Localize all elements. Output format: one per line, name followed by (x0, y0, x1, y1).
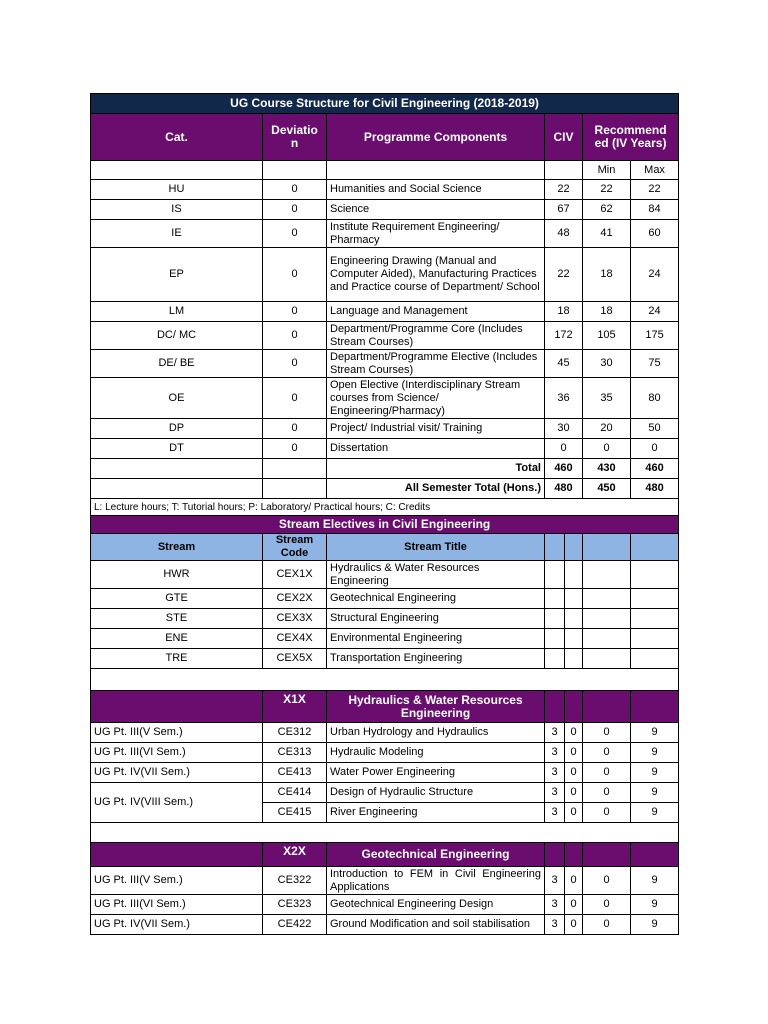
empty-cell (583, 691, 631, 723)
component-cell: Dissertation (327, 439, 545, 459)
min-cell: 20 (583, 419, 631, 439)
civ-cell: 45 (545, 350, 583, 378)
header-min: Min (583, 161, 631, 180)
min-cell: 18 (583, 302, 631, 322)
table-row (91, 867, 679, 895)
t-cell: 0 (565, 783, 583, 803)
course-code-cell: CE322 (263, 867, 327, 895)
empty-cell (91, 161, 263, 180)
p-cell: 0 (583, 763, 631, 783)
l-cell: 3 (545, 895, 565, 915)
civ-cell: 36 (545, 378, 583, 419)
all-total-max: 480 (631, 479, 679, 499)
semester-cell: UG Pt. III(V Sem.) (91, 867, 263, 895)
deviation-cell: 0 (263, 248, 327, 302)
c-cell: 9 (631, 783, 679, 803)
table-row (91, 200, 679, 220)
all-total-row (91, 479, 679, 499)
l-cell: 3 (545, 723, 565, 743)
cat-cell: DP (91, 419, 263, 439)
course-name-cell: Geotechnical Engineering Design (327, 895, 545, 915)
t-cell: 0 (565, 915, 583, 935)
min-cell: 22 (583, 180, 631, 200)
header-stream: Stream (91, 534, 263, 561)
course-code-cell: CE422 (263, 915, 327, 935)
deviation-cell: 0 (263, 302, 327, 322)
spacer-row (91, 823, 679, 843)
component-cell: Department/Programme Core (Includes Stream Courses) (327, 322, 545, 350)
table-row (91, 561, 679, 589)
table-row (91, 915, 679, 935)
course-name-cell: Design of Hydraulic Structure (327, 783, 545, 803)
min-cell: 18 (583, 248, 631, 302)
semester-cell: UG Pt. IV(VII Sem.) (91, 915, 263, 935)
table-row (91, 419, 679, 439)
t-cell: 0 (565, 867, 583, 895)
table-row (91, 723, 679, 743)
max-cell: 80 (631, 378, 679, 419)
component-cell: Project/ Industrial visit/ Training (327, 419, 545, 439)
c-cell: 9 (631, 743, 679, 763)
table-row (91, 180, 679, 200)
semester-cell: UG Pt. III(VI Sem.) (91, 895, 263, 915)
civ-cell: 172 (545, 322, 583, 350)
stream-code-cell: CEX2X (263, 589, 327, 609)
stream-cell: TRE (91, 649, 263, 669)
spacer-row (91, 669, 679, 691)
all-total-civ: 480 (545, 479, 583, 499)
table-row (91, 743, 679, 763)
x1x-title: Hydraulics & Water Resources Engineering (327, 691, 545, 723)
header-stream-title: Stream Title (327, 534, 545, 561)
x2x-title: Geotechnical Engineering (327, 843, 545, 867)
course-name-cell: River Engineering (327, 803, 545, 823)
civ-cell: 22 (545, 248, 583, 302)
course-name-cell: Urban Hydrology and Hydraulics (327, 723, 545, 743)
deviation-cell: 0 (263, 322, 327, 350)
t-cell: 0 (565, 763, 583, 783)
semester-cell: UG Pt. III(VI Sem.) (91, 743, 263, 763)
hours-note: L: Lecture hours; T: Tutorial hours; P: Laboratory/ Practical hours; C: Credits (91, 499, 679, 516)
p-cell: 0 (583, 867, 631, 895)
course-code-cell: CE313 (263, 743, 327, 763)
cat-cell: DT (91, 439, 263, 459)
stream-title-cell: Transportation Engineering (327, 649, 545, 669)
stream-code-cell: CEX1X (263, 561, 327, 589)
table-row (91, 783, 679, 803)
deviation-cell: 0 (263, 378, 327, 419)
course-name-cell: Hydraulic Modeling (327, 743, 545, 763)
min-cell: 0 (583, 439, 631, 459)
stream-title-cell: Environmental Engineering (327, 629, 545, 649)
stream-cell: STE (91, 609, 263, 629)
component-cell: Department/Programme Elective (Includes Stream Courses) (327, 350, 545, 378)
table-row (91, 649, 679, 669)
header-max: Max (631, 161, 679, 180)
header-stream-code: Stream Code (263, 534, 327, 561)
civ-cell: 22 (545, 180, 583, 200)
c-cell: 9 (631, 803, 679, 823)
table-row (91, 378, 679, 419)
empty-cell (91, 479, 263, 499)
empty-cell (583, 843, 631, 867)
header-cat: Cat. (91, 114, 263, 161)
empty-cell (545, 691, 565, 723)
table-row (91, 763, 679, 783)
deviation-cell: 0 (263, 439, 327, 459)
header-deviation: Deviatio n (263, 114, 327, 161)
t-cell: 0 (565, 803, 583, 823)
semester-cell: UG Pt. III(V Sem.) (91, 723, 263, 743)
table-row (91, 589, 679, 609)
max-cell: 24 (631, 248, 679, 302)
component-cell: Science (327, 200, 545, 220)
l-cell: 3 (545, 763, 565, 783)
stream-title-cell: Geotechnical Engineering (327, 589, 545, 609)
course-structure-table (90, 93, 679, 935)
semester-cell: UG Pt. IV(VIII Sem.) (91, 783, 263, 823)
cat-cell: DE/ BE (91, 350, 263, 378)
cat-cell: LM (91, 302, 263, 322)
cat-cell: DC/ MC (91, 322, 263, 350)
max-cell: 175 (631, 322, 679, 350)
total-row (91, 459, 679, 479)
cat-cell: HU (91, 180, 263, 200)
semester-cell: UG Pt. IV(VII Sem.) (91, 763, 263, 783)
deviation-cell: 0 (263, 220, 327, 248)
c-cell: 9 (631, 915, 679, 935)
c-cell: 9 (631, 867, 679, 895)
deviation-cell: 0 (263, 419, 327, 439)
c-cell: 9 (631, 895, 679, 915)
total-min: 430 (583, 459, 631, 479)
empty-cell (565, 691, 583, 723)
cat-cell: IS (91, 200, 263, 220)
civ-cell: 30 (545, 419, 583, 439)
p-cell: 0 (583, 743, 631, 763)
deviation-cell: 0 (263, 200, 327, 220)
civ-cell: 18 (545, 302, 583, 322)
l-cell: 3 (545, 743, 565, 763)
total-label: Total (327, 459, 545, 479)
cat-cell: EP (91, 248, 263, 302)
empty-cell (583, 534, 631, 561)
component-cell: Engineering Drawing (Manual and Computer Aided), Manufacturing Practices and Practice course of Department/ School (327, 248, 545, 302)
total-civ: 460 (545, 459, 583, 479)
max-cell: 75 (631, 350, 679, 378)
civ-cell: 0 (545, 439, 583, 459)
civ-cell: 67 (545, 200, 583, 220)
course-name-cell: Water Power Engineering (327, 763, 545, 783)
course-code-cell: CE414 (263, 783, 327, 803)
l-cell: 3 (545, 783, 565, 803)
stream-code-cell: CEX5X (263, 649, 327, 669)
header-civ: CIV (545, 114, 583, 161)
x2x-code: X2X (263, 843, 327, 867)
empty-cell (545, 534, 565, 561)
min-cell: 35 (583, 378, 631, 419)
course-code-cell: CE312 (263, 723, 327, 743)
min-cell: 41 (583, 220, 631, 248)
max-cell: 60 (631, 220, 679, 248)
l-cell: 3 (545, 867, 565, 895)
table-row (91, 248, 679, 302)
course-code-cell: CE413 (263, 763, 327, 783)
table-row (91, 302, 679, 322)
empty-cell (545, 843, 565, 867)
page-title: UG Course Structure for Civil Engineering (2018-2019) (91, 94, 679, 114)
deviation-cell: 0 (263, 350, 327, 378)
all-total-label: All Semester Total (Hons.) (327, 479, 545, 499)
stream-electives-title: Stream Electives in Civil Engineering (91, 516, 679, 534)
stream-code-cell: CEX3X (263, 609, 327, 629)
component-cell: Open Elective (Interdisciplinary Stream courses from Science/ Engineering/Pharmacy) (327, 378, 545, 419)
header-components: Programme Components (327, 114, 545, 161)
p-cell: 0 (583, 895, 631, 915)
empty-cell (565, 534, 583, 561)
civ-cell: 48 (545, 220, 583, 248)
stream-title-cell: Structural Engineering (327, 609, 545, 629)
cat-cell: IE (91, 220, 263, 248)
component-cell: Language and Management (327, 302, 545, 322)
table-row (91, 439, 679, 459)
min-cell: 105 (583, 322, 631, 350)
empty-cell (545, 161, 583, 180)
cat-cell: OE (91, 378, 263, 419)
stream-cell: HWR (91, 561, 263, 589)
max-cell: 22 (631, 180, 679, 200)
stream-title-cell: Hydraulics & Water Resources Engineering (327, 561, 545, 589)
table-row (91, 609, 679, 629)
t-cell: 0 (565, 723, 583, 743)
course-name-cell: Introduction to FEM in Civil Engineering Applications (327, 867, 545, 895)
table-row (91, 220, 679, 248)
p-cell: 0 (583, 783, 631, 803)
empty-cell (631, 534, 679, 561)
l-cell: 3 (545, 803, 565, 823)
table-row (91, 322, 679, 350)
max-cell: 0 (631, 439, 679, 459)
empty-cell (263, 161, 327, 180)
table-row (91, 895, 679, 915)
course-code-cell: CE415 (263, 803, 327, 823)
l-cell: 3 (545, 915, 565, 935)
max-cell: 24 (631, 302, 679, 322)
all-total-min: 450 (583, 479, 631, 499)
deviation-cell: 0 (263, 180, 327, 200)
course-code-cell: CE323 (263, 895, 327, 915)
empty-cell (263, 459, 327, 479)
max-cell: 50 (631, 419, 679, 439)
p-cell: 0 (583, 915, 631, 935)
empty-cell (263, 479, 327, 499)
t-cell: 0 (565, 743, 583, 763)
x1x-code: X1X (263, 691, 327, 723)
table-row (91, 350, 679, 378)
empty-cell (91, 843, 263, 867)
p-cell: 0 (583, 723, 631, 743)
empty-cell (631, 691, 679, 723)
t-cell: 0 (565, 895, 583, 915)
empty-cell (631, 843, 679, 867)
stream-cell: ENE (91, 629, 263, 649)
c-cell: 9 (631, 763, 679, 783)
min-cell: 62 (583, 200, 631, 220)
table-row (91, 629, 679, 649)
max-cell: 84 (631, 200, 679, 220)
c-cell: 9 (631, 723, 679, 743)
empty-cell (327, 161, 545, 180)
min-cell: 30 (583, 350, 631, 378)
stream-cell: GTE (91, 589, 263, 609)
header-recommended: Recommend ed (IV Years) (583, 114, 679, 161)
stream-code-cell: CEX4X (263, 629, 327, 649)
total-max: 460 (631, 459, 679, 479)
empty-cell (565, 843, 583, 867)
component-cell: Institute Requirement Engineering/ Pharmacy (327, 220, 545, 248)
p-cell: 0 (583, 803, 631, 823)
course-name-cell: Ground Modification and soil stabilisation (327, 915, 545, 935)
empty-cell (91, 459, 263, 479)
component-cell: Humanities and Social Science (327, 180, 545, 200)
empty-cell (91, 691, 263, 723)
